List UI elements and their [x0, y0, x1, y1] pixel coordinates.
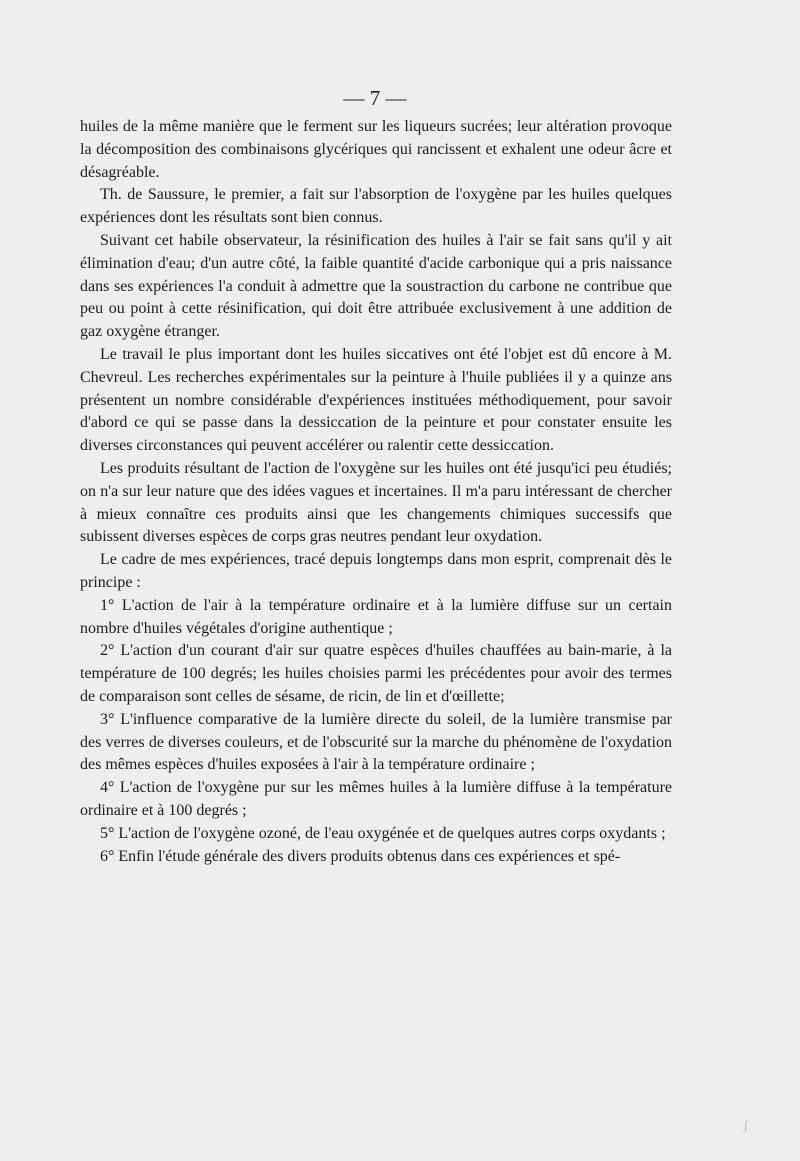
- body-text: [80, 116, 672, 868]
- list-item-5: 5° L'action de l'oxygène ozoné, de l'eau oxygénée et de quelques autres corps oxydants ;: [100, 824, 666, 842]
- list-item-3: 3° L'influence comparative de la lumière directe du soleil, de la lumière transmise par des verres de diverses couleurs, et de l'obscurité sur la marche du phénomène de l'oxydation des mêmes espèces d'huiles exposées à l'air à la température ordinaire ;: [80, 710, 672, 774]
- paragraph-resinification: Suivant cet habile observateur, la résinification des huiles à l'air se fait sans qu'il y ait élimination d'eau; d'un autre côté, la faible quantité d'acide carbonique qui a pris naissance dans ses expériences l'a conduit à admettre que la soustraction du carbone ne contribue que peu ou point à cette résinification, qui doit être attribuée exclusivement à une addition de gaz oxygène étranger.: [80, 231, 672, 341]
- list-item-6: 6° Enfin l'étude générale des divers produits obtenus dans ces expériences et spé-: [100, 847, 621, 865]
- paragraph-chevreul: Le travail le plus important dont les huiles siccatives ont été l'objet est dû encore à M. Chevreul. Les recherches expérimentales sur la peinture à l'huile publiées il y a quinze ans présentent un nombre considérable d'expériences instituées méthodiquement, pour savoir d'abord ce qui se passe dans la dessiccation de la peinture et pour constater ensuite les diverses circonstances qui peuvent accélérer ou ralentir cette dessiccation.: [80, 345, 672, 455]
- paragraph-continuation: huiles de la même manière que le ferment sur les liqueurs sucrées; leur altération provoque la décomposition des combinaisons glycériques qui rancissent et exhalent une odeur âcre et désagréable.: [80, 118, 672, 181]
- list-item-1: 1° L'action de l'air à la température ordinaire et à la lumière diffuse sur un certain nombre d'huiles végétales d'origine authentique ;: [80, 596, 672, 637]
- list-item-4: 4° L'action de l'oxygène pur sur les mêmes huiles à la lumière diffuse à la température ordinaire et à 100 degrés ;: [80, 779, 672, 819]
- page-number: — 7 —: [343, 86, 407, 110]
- paragraph-products: Les produits résultant de l'action de l'oxygène sur les huiles ont été jusqu'ici peu étudiés; on n'a sur leur nature que des idées vagues et incertaines. Il m'a paru intéressant de chercher à mieux connaître ces produits ainsi que les changements chimiques successifs que subissent diverses espèces de corps gras neutres pendant leur oxydation.: [80, 459, 672, 546]
- margin-mark: ʃ: [743, 1117, 748, 1132]
- paragraph-saussure: Th. de Saussure, le premier, a fait sur l'absorption de l'oxygène par les huiles quelques expériences dont les résultats sont bien connus.: [80, 186, 672, 227]
- paragraph-framework: Le cadre de mes expériences, tracé depuis longtemps dans mon esprit, comprenait dès le principe :: [80, 551, 672, 591]
- list-item-2: 2° L'action d'un courant d'air sur quatre espèces d'huiles chauffées au bain-marie, à la température de 100 degrés; les huiles choisies parmi les précédentes pour avoir des termes de comparaison sont celles de sésame, de ricin, de lin et d'œillette;: [80, 642, 672, 705]
